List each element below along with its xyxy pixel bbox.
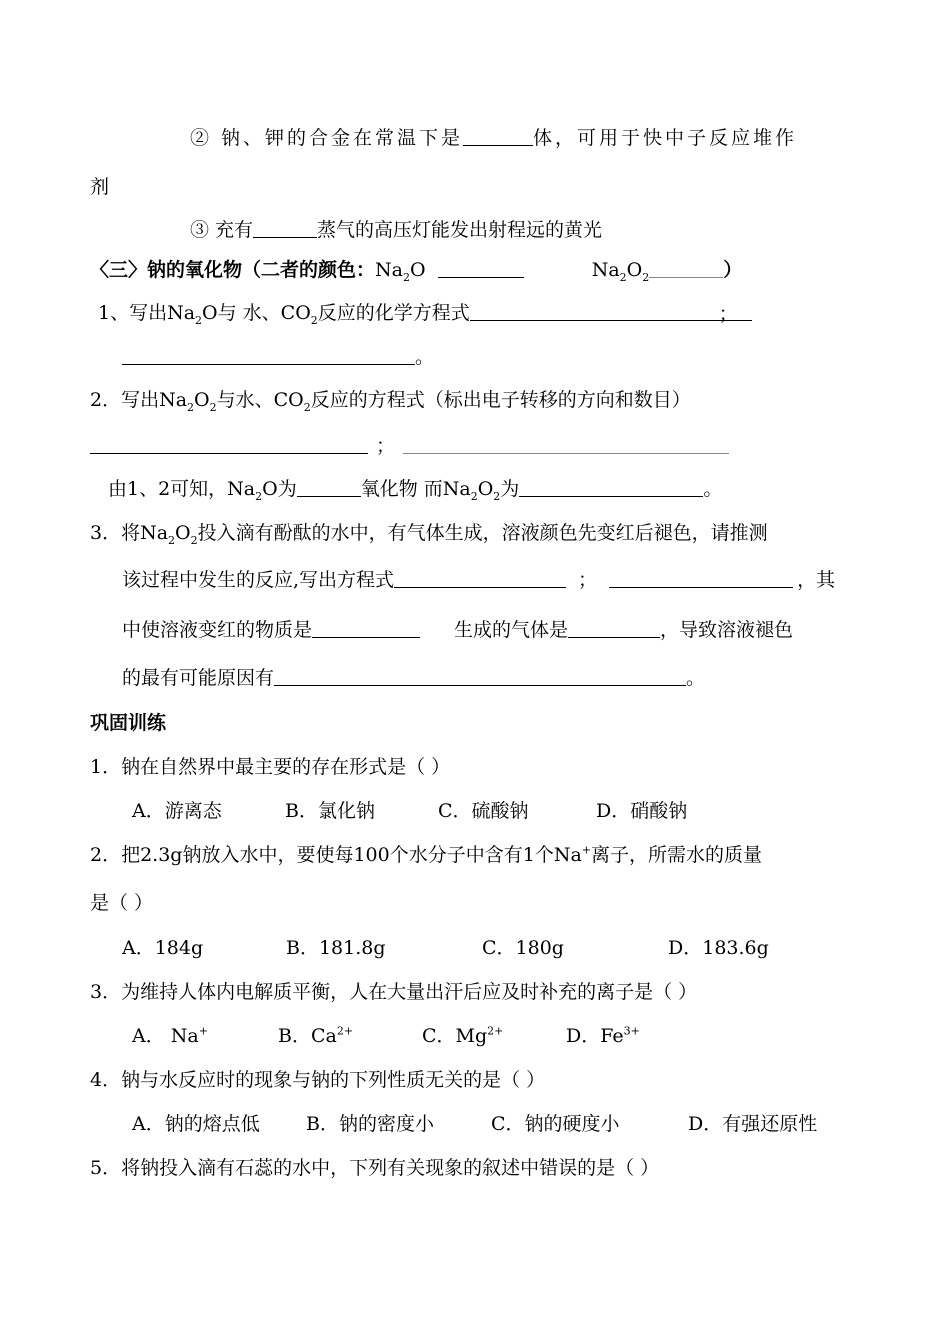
blank-na2o2-color[interactable] (649, 259, 723, 278)
section-3-title: 〈三〉钠的氧化物（二者的颜色： (90, 259, 376, 281)
blank-q1-eq2[interactable] (122, 346, 415, 365)
q2-line: 2．写出$Na_2O_2$与水、$CO_2$反应的方程式（标出电子转移的方向和数目） (90, 389, 691, 414)
option-c[interactable]: C．钠的硬度小 (491, 1113, 620, 1135)
blank-q3-gas[interactable] (568, 619, 660, 638)
section-3-close: ） (723, 259, 743, 281)
option-d[interactable]: D．有强还原性 (688, 1113, 818, 1135)
option-c[interactable]: C．180g (482, 937, 564, 959)
q1-line: 1、写出$Na_2O$与 水、$CO_2$反应的化学方程式 ； (98, 301, 752, 325)
practice-q4-options (132, 1112, 817, 1136)
blank-q3-red-substance[interactable] (312, 619, 420, 638)
blank-na2o-type[interactable] (297, 478, 361, 497)
practice-q2-options (122, 936, 769, 960)
item-3-line (190, 218, 602, 242)
option-c[interactable]: C．$Mg^{2+}$ (422, 1024, 504, 1047)
option-b[interactable]: B．钠的密度小 (306, 1113, 434, 1135)
q3-line1: 3．将$Na_2O_2$投入滴有酚酞的水中，有气体生成，溶液颜色先变红后褪色，请推测 (90, 522, 768, 547)
blank-na2o2-type[interactable] (519, 478, 703, 497)
q3-line3: 中使溶液变红的物质是 生成的气体是 ，导致溶液褪色 (122, 619, 794, 641)
practice-q3-options (132, 1024, 640, 1048)
practice-q1: 1．钠在自然界中最主要的存在形式是（ ） (90, 756, 451, 778)
option-b[interactable]: B．$Ca^{2+}$ (278, 1024, 354, 1047)
item-2-pre: ② 钠、钾的合金在常温下是 (190, 127, 464, 149)
option-b[interactable]: B．181.8g (286, 937, 386, 959)
item-2-line (190, 126, 797, 150)
q1-line2: 。 (122, 345, 434, 369)
option-b[interactable]: B．氯化钠 (285, 800, 375, 822)
option-a[interactable]: A．184g (122, 937, 204, 959)
option-d[interactable]: D．硝酸钠 (596, 800, 688, 822)
q3-line2: 该过程中发生的反应,写出方程式 ； ，其 (122, 569, 836, 591)
q3-line4: 的最有可能原因有 。 (122, 667, 706, 689)
blank-item3[interactable] (253, 219, 317, 238)
practice-q3: 3．为维持人体内电解质平衡，人在大量出汗后应及时补充的离子是（ ） (90, 981, 698, 1003)
practice-q2: 2．把2.3g钠放入水中，要使每100个水分子中含有1个Na+离子，所需水的质量 (90, 843, 763, 866)
option-a[interactable]: A． Na+ (132, 1024, 208, 1047)
blank-q1-eq1[interactable]: ； (470, 302, 752, 321)
blank-q3-eq1[interactable] (394, 569, 566, 588)
item-3-post: 蒸气的高压灯能发出射程远的黄光 (317, 219, 603, 241)
blank-q2-eq2[interactable] (403, 435, 729, 454)
practice-q1-options (132, 799, 687, 823)
blank-na2o-color[interactable] (438, 259, 524, 278)
option-c[interactable]: C．硫酸钠 (438, 800, 529, 822)
practice-q4: 4．钠与水反应时的现象与钠的下列性质无关的是（ ） (90, 1069, 546, 1091)
blank-item2[interactable] (463, 127, 533, 146)
option-d[interactable]: D．$Fe^{3+}$ (566, 1024, 640, 1047)
blank-q2-eq1[interactable] (90, 435, 368, 454)
section-3-heading (90, 258, 742, 282)
option-a[interactable]: A．钠的熔点低 (132, 1113, 260, 1135)
practice-heading: 巩固训练 (90, 712, 167, 734)
conclusion-line: 由1、2可知，$Na_2O$为 氧化物 而$Na_2O_2$为 。 (108, 478, 723, 503)
option-a[interactable]: A．游离态 (132, 800, 222, 822)
item-3-pre: ③ 充有 (190, 219, 254, 241)
q2-line2: ； (90, 434, 729, 458)
blank-q3-reason[interactable] (274, 667, 686, 686)
item-2-cont: 剂 (90, 176, 110, 198)
practice-q5: 5．将钠投入滴有石蕊的水中，下列有关现象的叙述中错误的是（ ） (90, 1157, 660, 1179)
na2o-formula: $Na_2O$ (375, 259, 426, 284)
option-d[interactable]: D．183.6g (668, 937, 769, 959)
practice-q2-cont: 是（ ） (90, 892, 154, 914)
item-2-post: 体，可用于快中子反应堆作 (533, 127, 798, 149)
blank-q3-eq2[interactable] (609, 569, 793, 588)
na2o2-formula: $Na_2O_2$ (591, 259, 650, 284)
